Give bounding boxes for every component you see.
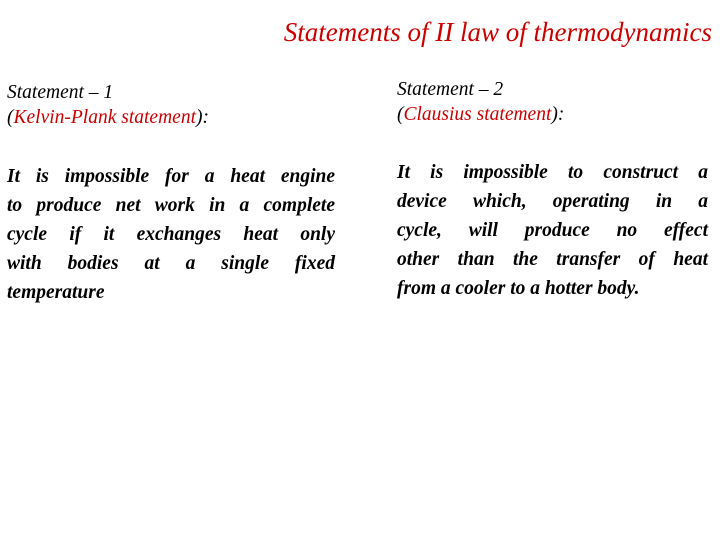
clausius-statement-text: [397, 158, 708, 303]
statement-2-open-paren: (: [397, 104, 404, 125]
statement-1-name-line: [7, 105, 337, 130]
statement-1-close-paren: ):: [196, 107, 209, 128]
kelvin-plank-statement-text: [7, 162, 335, 307]
statement-2-line: It is impossible to construct a: [397, 162, 708, 183]
clausius-name: Clausius statement: [403, 104, 552, 125]
statement-1-heading: [7, 80, 337, 130]
statement-1-line: with bodies at a single fixed: [7, 253, 335, 274]
statement-1-line: It is impossible for a heat engine: [7, 166, 335, 187]
statement-2-line: device which, operating in a: [397, 191, 708, 212]
kelvin-plank-name: Kelvin-Plank statement: [13, 107, 196, 128]
statement-1-label: Statement – 1: [7, 82, 114, 103]
statement-2-line: other than the transfer of heat: [397, 249, 708, 270]
statement-1-line: cycle if it exchanges heat only: [7, 224, 335, 245]
statement-1-open-paren: (: [7, 107, 14, 128]
statement-2-close-paren: ):: [551, 104, 565, 125]
statement-1-line: temperature: [7, 282, 105, 303]
statement-2-line: cycle, will produce no effect: [397, 220, 708, 241]
slide-title: Statements of II law of thermodynamics: [283, 17, 712, 47]
statement-2-heading: [397, 77, 712, 127]
statement-2-label: Statement – 2: [397, 79, 504, 100]
statement-2-name-line: [397, 102, 712, 127]
statement-1-line: to produce net work in a complete: [7, 195, 335, 216]
statement-2-line: from a cooler to a hotter body.: [397, 278, 640, 299]
